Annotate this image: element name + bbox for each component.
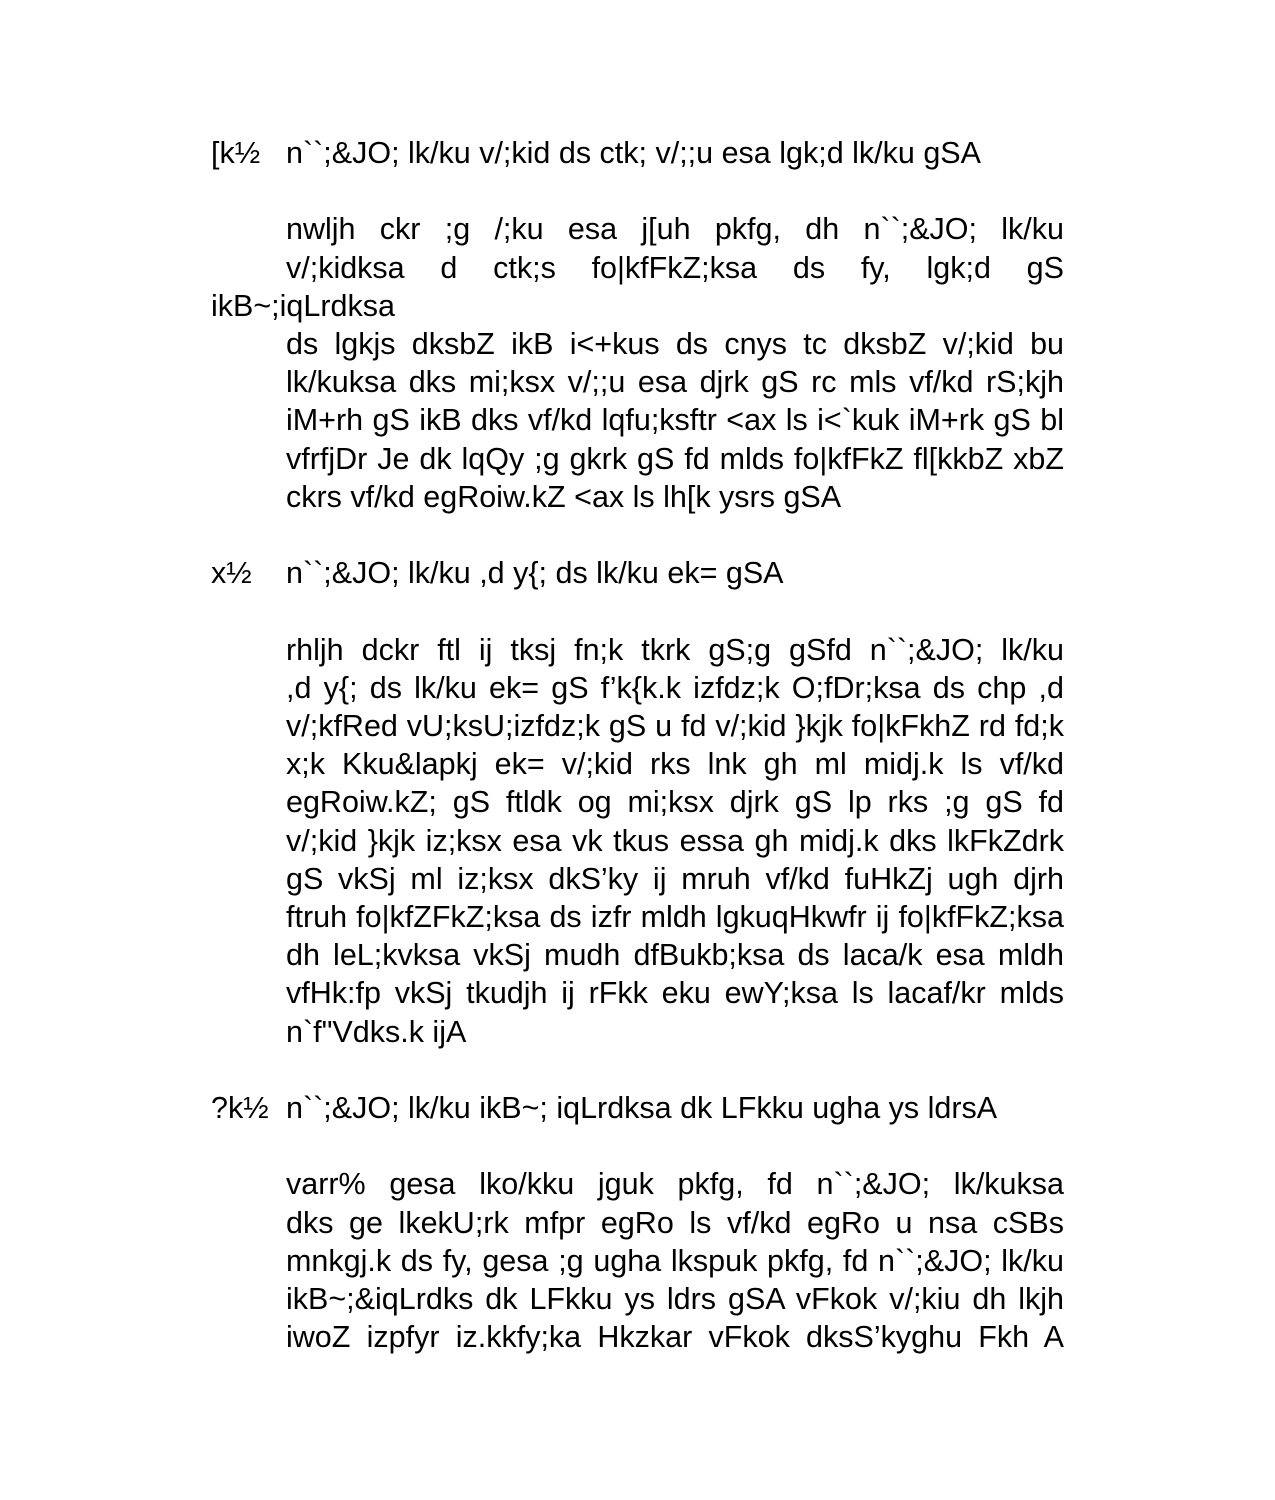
paragraph-line: dh leL;kvksa vkSj mudh dfBukb;ksa ds laca/k esa mldh — [286, 938, 1064, 973]
paragraph-line: dks ge lkekU;rk mfpr egRo ls vf/kd egRo u nsa cSBs — [286, 1205, 1064, 1240]
section-marker: x½ — [211, 556, 252, 591]
paragraph-line: ckrs vf/kd egRoiw.kZ <ax ls lh[k ysrs gSA — [286, 479, 842, 514]
paragraph-line: iwoZ izpfyr iz.kkfy;ka Hkzkar vFkok dksS’kyghu Fkh A — [286, 1320, 1064, 1355]
document-page — [211, 134, 1064, 1395]
paragraph-line: ,d y{; ds lk/ku ek= gS f’k{k.k izfdz;k O;fDr;ksa ds chp ,d — [286, 670, 1064, 705]
paragraph-line: mnkgj.k ds fy, gesa ;g ugha lkspuk pkfg, fd n``;&JO; lk/ku — [286, 1243, 1064, 1278]
section-paragraph-3 — [211, 1165, 1064, 1356]
paragraph-line: gS vkSj ml iz;ksx dkS’ky ij mruh vf/kd fuHkZj ugh djrh — [286, 861, 1064, 896]
section-marker: ?k½ — [211, 1091, 269, 1126]
paragraph-line: v/;kid }kjk iz;ksx esa vk tkus essa gh midj.k dks lkFkZdrk — [286, 823, 1064, 858]
paragraph-line: v/;kfRed vU;ksU;izfdz;k gS u fd v/;kid }kjk fo|kFkhZ rd fd;k — [286, 709, 1064, 743]
section-heading-2 — [211, 554, 1064, 592]
section-paragraph-1 — [211, 210, 1064, 516]
section-title: n``;&JO; lk/ku ,d y{; ds lk/ku ek= gSA — [286, 556, 784, 591]
section-title: n``;&JO; lk/ku ikB~; iqLrdksa dk LFkku ugha ys ldrsA — [286, 1091, 998, 1126]
section-paragraph-2 — [211, 631, 1064, 1051]
paragraph-line: ftruh fo|kfZFkZ;ksa ds izfr mldh lgkuqHkwfr ij fo|kfFkZ;ksa — [286, 900, 1064, 935]
paragraph-line: varr% gesa lko/kku jguk pkfg, fd n``;&JO; lk/kuksa — [286, 1167, 1064, 1202]
paragraph-line: nwljh ckr ;g /;ku esa j[uh pkfg, dh n``;&JO; lk/ku — [286, 212, 1064, 247]
section-title: n``;&JO; lk/ku v/;kid ds ctk; v/;;u esa lgk;d lk/ku gSA — [286, 136, 981, 170]
paragraph-line: n`f"Vdks.k ijA — [286, 1014, 467, 1049]
paragraph-line: lk/kuksa dks mi;ksx v/;;u esa djrk gS rc mls vf/kd rS;kjh — [286, 365, 1064, 400]
paragraph-line: v/;kidksa d ctk;s fo|kfFkZ;ksa ds fy, lgk;d gS ikB~;iqLrdksa — [211, 250, 1064, 323]
section-heading-1 — [211, 134, 1064, 172]
section-heading-3 — [211, 1089, 1064, 1127]
paragraph-line: ds lgkjs dksbZ ikB i<+kus ds cnys tc dksbZ v/;kid bu — [286, 327, 1064, 361]
paragraph-line: vfHk:fp vkSj tkudjh ij rFkk eku ewY;ksa ls lacaf/kr mlds — [286, 976, 1064, 1011]
paragraph-line: iM+rh gS ikB dks vf/kd lqfu;ksftr <ax ls i<`kuk iM+rk gS bl — [286, 403, 1064, 438]
paragraph-line: rhljh dckr ftl ij tksj fn;k tkrk gS;g gSfd n``;&JO; lk/ku — [286, 632, 1064, 667]
paragraph-line: ikB~;&iqLrdks dk LFkku ys ldrs gSA vFkok v/;kiu dh lkjh — [286, 1282, 1064, 1317]
paragraph-line: egRoiw.kZ; gS ftldk og mi;ksx djrk gS lp rks ;g gS fd — [286, 785, 1064, 820]
paragraph-line: vfrfjDr Je dk lqQy ;g gkrk gS fd mlds fo|kfFkZ fl[kkbZ xbZ — [286, 441, 1064, 476]
section-marker: [k½ — [211, 136, 261, 170]
paragraph-line: x;k Kku&lapkj ek= v/;kid rks lnk gh ml midj.k ls vf/kd — [286, 747, 1064, 782]
